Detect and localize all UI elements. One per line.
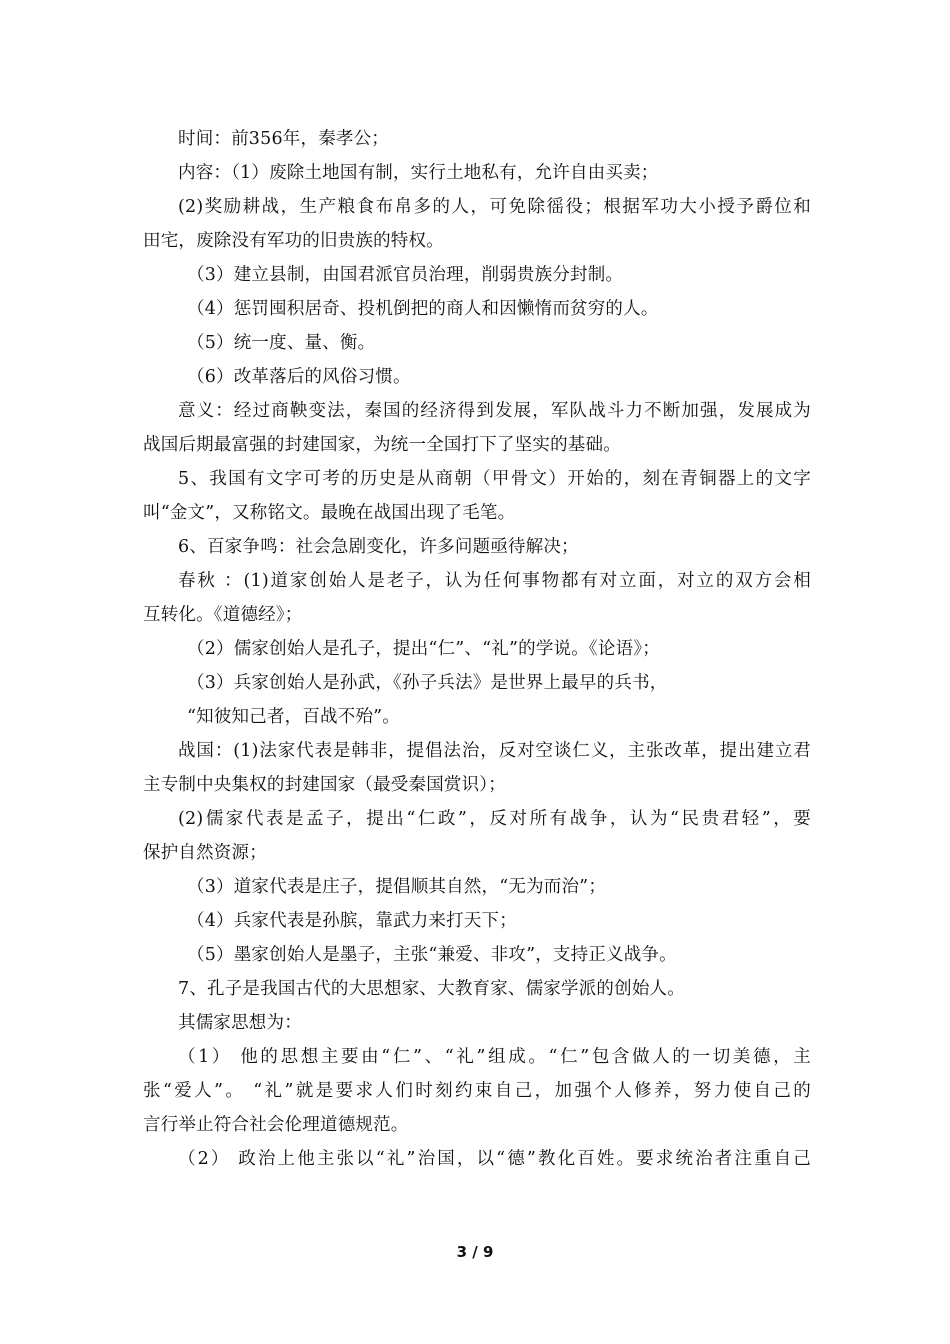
- text-line: （3）道家代表是庄子，提倡顺其自然，“无为而治”；: [187, 877, 607, 897]
- text-line: 时间：前356年，秦孝公；: [178, 129, 390, 149]
- text-line: （2） 政治上他主张以“礼”治国，以“德”教化百姓。要求统治者注重自己: [178, 1149, 811, 1169]
- text-line: (2)奖励耕战，生产粮食布帛多的人，可免除徭役；根据军功大小授予爵位和: [178, 197, 811, 217]
- text-line: （5）墨家创始人是墨子，主张“兼爱、非攻”，支持正义战争。: [187, 945, 677, 965]
- page-number: 3 / 9: [456, 1243, 494, 1261]
- text-line: （1） 他的思想主要由“仁”、“礼”组成。“仁”包含做人的一切美德，主: [178, 1047, 811, 1067]
- text-line: 言行举止符合社会伦理道德规范。: [143, 1115, 409, 1135]
- text-line: 春秋 ：(1)道家创始人是老子，认为任何事物都有对立面，对立的双方会相: [178, 571, 811, 591]
- text-line: 战国后期最富强的封建国家，为统一全国打下了坚实的基础。: [143, 435, 621, 455]
- text-line: “知彼知己者，百战不殆”。: [187, 707, 400, 727]
- text-line: （3）建立县制，由国君派官员治理，削弱贵族分封制。: [187, 265, 624, 285]
- text-line: （4）惩罚囤积居奇、投机倒把的商人和因懒惰而贫穷的人。: [187, 299, 659, 319]
- text-line: 叫“金文”，又称铭文。最晚在战国出现了毛笔。: [143, 503, 516, 523]
- document-body: [143, 122, 811, 1176]
- text-line: 5、我国有文字可考的历史是从商朝（甲骨文）开始的，刻在青铜器上的文字: [178, 469, 811, 489]
- text-line: 战国：(1)法家代表是韩非，提倡法治，反对空谈仁义，主张改革，提出建立君: [178, 741, 811, 761]
- text-line: （6）改革落后的风俗习惯。: [187, 367, 411, 387]
- text-line: 保护自然资源；: [143, 843, 267, 863]
- text-line: 6、百家争鸣：社会急剧变化，许多问题亟待解决；: [178, 537, 579, 557]
- text-line: 张“爱人”。 “礼”就是要求人们时刻约束自己，加强个人修养，努力使自己的: [143, 1081, 811, 1101]
- text-line: （5）统一度、量、衡。: [187, 333, 376, 353]
- text-line: （3）兵家创始人是孙武，《孙子兵法》是世界上最早的兵书，: [187, 673, 668, 693]
- text-line: 意义：经过商鞅变法，秦国的经济得到发展，军队战斗力不断加强，发展成为: [178, 401, 811, 421]
- text-line: （2）儒家创始人是孔子，提出“仁”、“礼”的学说。《论语》；: [187, 639, 660, 659]
- text-line: 内容：（1）废除土地国有制，实行土地私有，允许自由买卖；: [178, 163, 659, 183]
- text-line: 其儒家思想为：: [178, 1013, 302, 1033]
- text-line: 互转化。《道德经》；: [143, 605, 303, 625]
- text-line: （4）兵家代表是孙膑，靠武力来打天下；: [187, 911, 517, 931]
- text-line: 田宅，废除没有军功的旧贵族的特权。: [143, 231, 444, 251]
- text-line: (2)儒家代表是孟子，提出“仁政”，反对所有战争，认为“民贵君轻”，要: [178, 809, 811, 829]
- text-line: 7、孔子是我国古代的大思想家、大教育家、儒家学派的创始人。: [178, 979, 685, 999]
- text-line: 主专制中央集权的封建国家（最受秦国赏识）；: [143, 775, 506, 795]
